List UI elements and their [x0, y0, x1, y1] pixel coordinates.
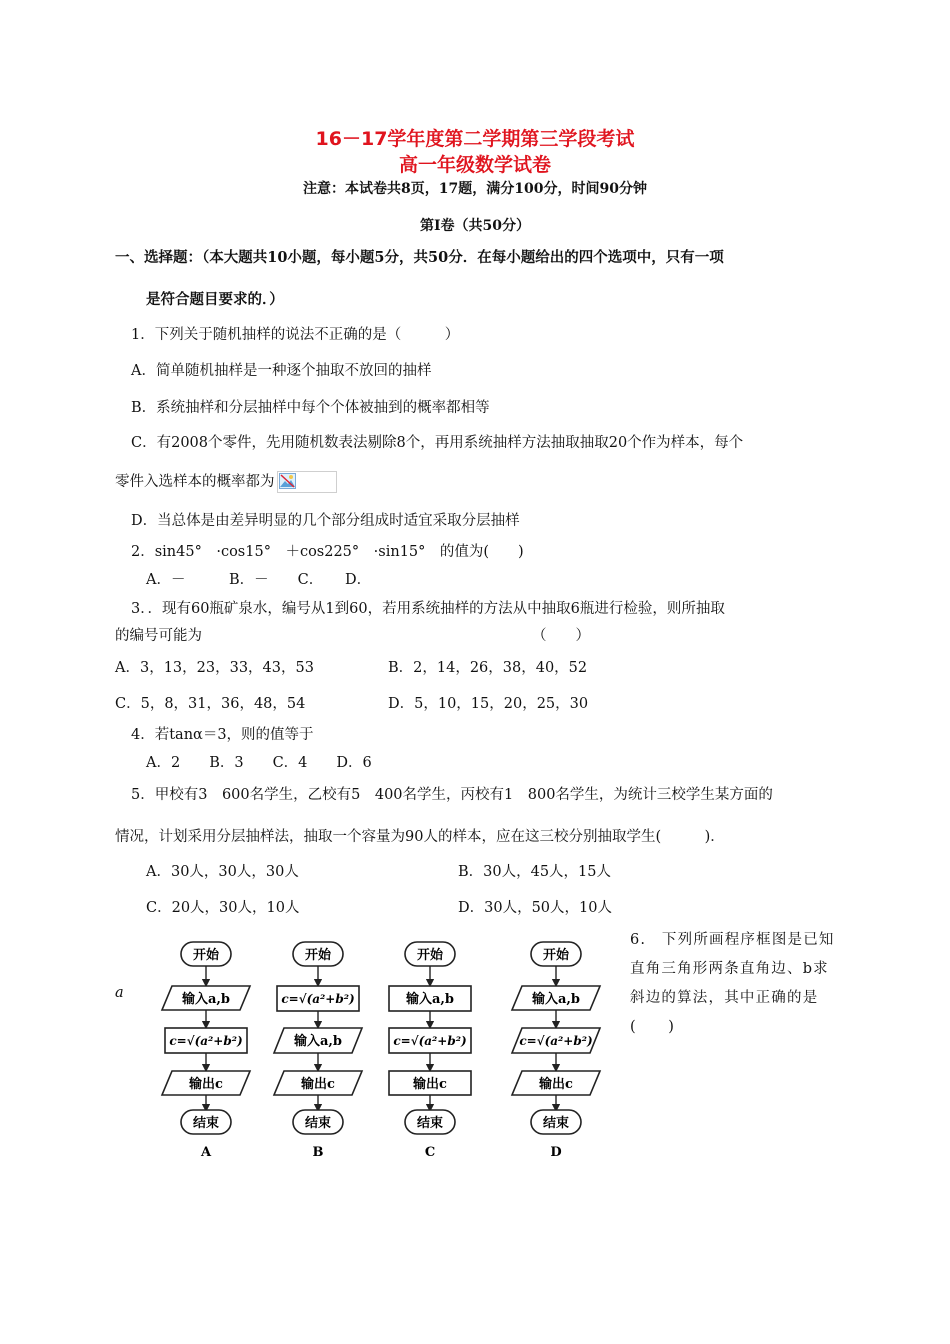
question-5-stem-line1: 5．甲校有3 600名学生，乙校有5 400名学生，丙校有1 800名学生，为统计三校学生某方面的 [131, 787, 773, 803]
part-heading: 第Ⅰ卷（共50分） [419, 218, 531, 234]
flow-d-end: 结束 [542, 1116, 570, 1131]
question-1-option-c-line2 [115, 470, 337, 493]
margin-letter-a: a [115, 985, 124, 1001]
question-3-option-a: A．3，13，23，33，43，53 [115, 660, 314, 676]
flow-d-calc: c=√(a²+b²) [519, 1034, 593, 1048]
question-4-stem: 4．若tanα＝3，则的值等于 [131, 727, 314, 743]
flow-b-label: B [312, 1145, 324, 1160]
exam-notice: 注意：本试卷共8页，17题，满分100分，时间90分钟 [303, 181, 647, 197]
question-4-options: A．2 B．3 C．4 D．6 [146, 755, 372, 771]
question-1-option-c-line1: C．有2008个零件，先用随机数表法剔除8个，再用系统抽样方法抽取抽取20个作为样本，每个 [131, 435, 744, 451]
question-5-option-c: C．20人，30人，10人 [146, 900, 300, 916]
flowchart-b [272, 938, 364, 1163]
question-3-option-d: D．5，10，15，20，25，30 [388, 696, 589, 712]
flow-a-end: 结束 [192, 1116, 220, 1131]
exam-subtitle: 高一年级数学试卷 [398, 154, 551, 176]
question-5-stem-line2: 情况，计划采用分层抽样法，抽取一个容量为90人的样本，应在这三校分别抽取学生( )． [115, 829, 725, 845]
exam-title: 16－17学年度第二学期第三学段考试 [315, 128, 635, 150]
flow-c-input: 输入a,b [405, 992, 455, 1007]
question-3-option-b: B．2，14，26，38，40，52 [388, 660, 588, 676]
flow-b-start: 开始 [304, 948, 332, 963]
flow-c-start: 开始 [416, 948, 444, 963]
section-heading-line1: 一、选择题：（本大题共10小题，每小题5分，共50分．在每小题给出的四个选项中，只有一项 [115, 249, 724, 266]
flow-a-input: 输入a,b [181, 992, 231, 1007]
flow-d-start: 开始 [542, 948, 570, 963]
question-1-option-d: D．当总体是由差异明显的几个部分组成时适宜采取分层抽样 [131, 513, 520, 529]
question-2-options: A．－ B．－ C． D． [146, 572, 372, 588]
broken-image-icon [277, 471, 337, 493]
question-5-option-b: B．30人，45人，15人 [458, 864, 612, 880]
question-5-option-d: D．30人，50人，10人 [458, 900, 612, 916]
flow-c-end: 结束 [416, 1116, 444, 1131]
flow-a-start: 开始 [192, 948, 220, 963]
flow-c-output: 输出c [413, 1077, 447, 1092]
flow-a-calc: c=√(a²+b²) [169, 1034, 243, 1048]
question-3-option-c: C．5，8，31，36，48，54 [115, 696, 306, 712]
question-6-text: 6. 下列所画程序框图是已知直角三角形两条直角边、b求斜边的算法，其中正确的是( ) [630, 932, 835, 1035]
question-5-option-a: A．30人，30人，30人 [146, 864, 299, 880]
flow-d-label: D [550, 1145, 562, 1160]
question-1-option-b: B．系统抽样和分层抽样中每个个体被抽到的概率都相等 [131, 400, 490, 416]
question-2-stem: 2．sin45° ·cos15° ＋cos225° ·sin15° 的值为( ) [131, 544, 524, 560]
flowchart-a [160, 938, 252, 1163]
question-3-answer-paren: （ ） [532, 628, 590, 644]
flowchart-c [384, 938, 476, 1163]
question-1-option-a: A．简单随机抽样是一种逐个抽取不放回的抽样 [131, 363, 432, 379]
question-3-stem-line1: 3．．现有60瓶矿泉水，编号从1到60，若用系统抽样的方法从中抽取6瓶进行检验，则所抽取 [131, 601, 725, 617]
flow-d-input: 输入a,b [531, 992, 581, 1007]
flow-b-calc: c=√(a²+b²) [281, 992, 355, 1006]
flow-d-output: 输出c [539, 1077, 573, 1092]
question-1-option-c-text: 零件入选样本的概率都为 [115, 474, 275, 490]
flow-b-end: 结束 [304, 1116, 332, 1131]
question-1-stem: 1．下列关于随机抽样的说法不正确的是（ ） [131, 327, 460, 343]
flow-a-label: A [200, 1145, 212, 1160]
question-3-stem-line2: 的编号可能为 [115, 628, 202, 644]
flow-a-output: 输出c [189, 1077, 223, 1092]
flow-b-output: 输出c [301, 1077, 335, 1092]
flow-c-label: C [424, 1145, 436, 1160]
flowchart-d [510, 938, 602, 1163]
section-heading-line2: 是符合题目要求的．） [146, 291, 284, 308]
flow-c-calc: c=√(a²+b²) [393, 1034, 467, 1048]
flow-b-input: 输入a,b [293, 1034, 343, 1049]
